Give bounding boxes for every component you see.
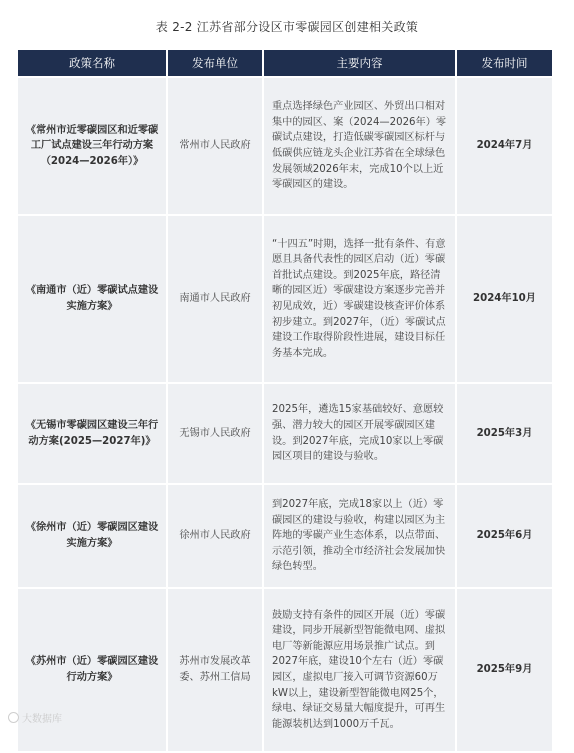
content-cell: 鼓励支持有条件的园区开展（近）零碳建设，同步开展新型智能微电网、虚拟电厂等新能源应用场景推广试点。到2027年底，建设10个左右（近）零碳园区，虚拟电厂接入可调节资源60万kW以上，建设新型智能微电网25个，绿电、绿证交易量大幅度提升，可再生能源装机达到1000万千瓦。: [264, 589, 455, 751]
policy-table: [16, 48, 554, 753]
issuer-cell: 常州市人民政府: [168, 78, 262, 214]
table-row: [18, 485, 552, 587]
policy-name-cell: 《苏州市（近）零碳园区建设行动方案》: [18, 589, 166, 751]
table-row: [18, 78, 552, 214]
policy-name-cell: 《徐州市（近）零碳园区建设实施方案》: [18, 485, 166, 587]
policy-name-cell: 《南通市（近）零碳试点建设实施方案》: [18, 216, 166, 382]
content-cell: 重点选择绿色产业园区、外贸出口相对集中的园区、案（2024—2026年）零碳试点建设，打造低碳零碳园区标杆与低碳供应链龙头企业江苏省在全球绿色发展领域2026年末，完成10个以上近零碳园区的建设。: [264, 78, 455, 214]
issuer-cell: 徐州市人民政府: [168, 485, 262, 587]
watermark-logo-icon: [8, 712, 19, 723]
issuer-cell: 无锡市人民政府: [168, 384, 262, 483]
table-row: [18, 589, 552, 751]
policy-name-cell: 《常州市近零碳园区和近零碳工厂试点建设三年行动方案（2024—2026年）》: [18, 78, 166, 214]
table-row: [18, 384, 552, 483]
table-caption: 表 2-2 江苏省部分设区市零碳园区创建相关政策: [155, 20, 419, 34]
header-issuer: 发布单位: [168, 50, 262, 76]
date-cell: 2025年9月: [457, 589, 552, 751]
header-policy-name: 政策名称: [18, 50, 166, 76]
date-cell: 2025年3月: [457, 384, 552, 483]
content-cell: 到2027年底，完成18家以上（近）零碳园区的建设与验收，构建以园区为主阵地的零碳产业生态体系，以点带面、示范引领，推动全市经济社会发展加快绿色转型。: [264, 485, 455, 587]
issuer-cell: 苏州市发展改革委、苏州工信局: [168, 589, 262, 751]
date-cell: 2024年10月: [457, 216, 552, 382]
date-cell: 2024年7月: [457, 78, 552, 214]
watermark-text: 大数据库: [22, 714, 62, 725]
table-header: [18, 50, 552, 76]
content-cell: 2025年，遴选15家基础较好、意愿较强、潜力较大的园区开展零碳园区建设。到2027年底，完成10家以上零碳园区项目的建设与验收。: [264, 384, 455, 483]
header-date: 发布时间: [457, 50, 552, 76]
content-cell: “十四五”时期，选择一批有条件、有意愿且具备代表性的园区启动（近）零碳首批试点建设。到2025年底，路径清晰的园区近）零碳建设方案逐步完善并初见成效，近）零碳建设核查评价体系初步建立。到2027年，（近）零碳试点建设工作取得阶段性进展，建设目标任务基本完成。: [264, 216, 455, 382]
watermark: [8, 710, 62, 725]
table-row: [18, 216, 552, 382]
header-content: 主要内容: [264, 50, 455, 76]
date-cell: 2025年6月: [457, 485, 552, 587]
policy-name-cell: 《无锡市零碳园区建设三年行动方案(2025—2027年)》: [18, 384, 166, 483]
issuer-cell: 南通市人民政府: [168, 216, 262, 382]
